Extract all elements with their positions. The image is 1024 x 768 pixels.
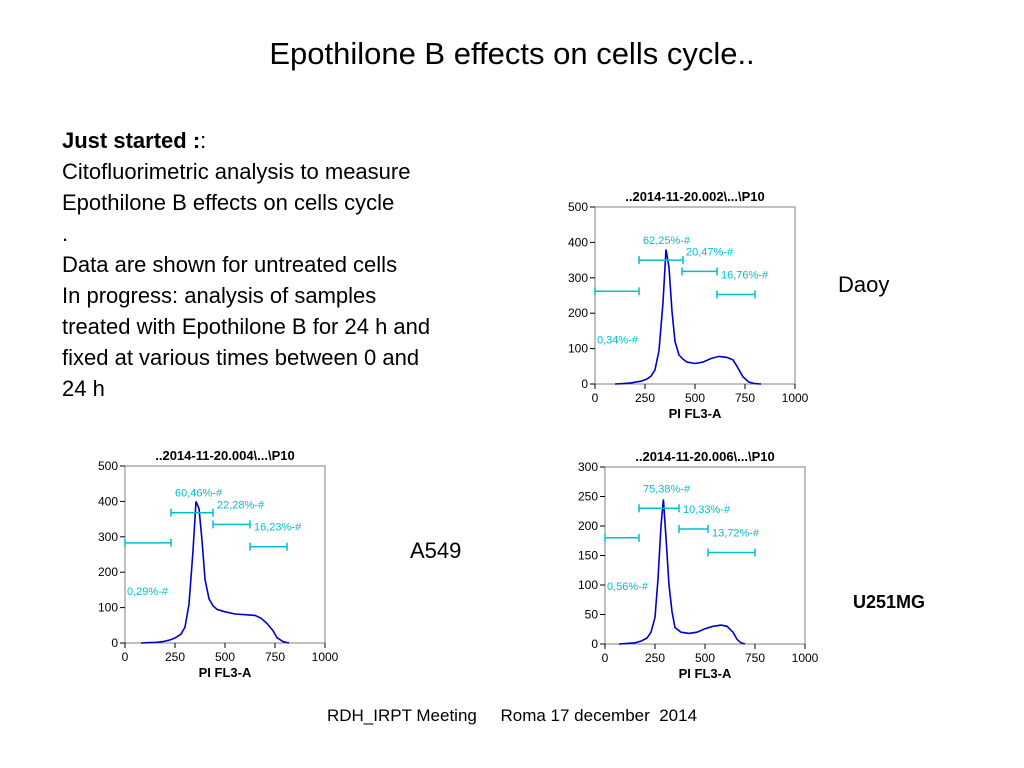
y-tick-label: 300 bbox=[567, 270, 588, 285]
plot-frame bbox=[125, 466, 325, 643]
x-tick-label: 0 bbox=[601, 651, 609, 665]
x-tick-label: 250 bbox=[644, 651, 666, 665]
x-axis-label: PI FL3-A bbox=[668, 406, 722, 421]
heading-text: Just started : bbox=[62, 128, 201, 153]
histogram-a549 bbox=[83, 447, 353, 692]
heading-suffix: : bbox=[200, 128, 207, 153]
y-tick-label: 400 bbox=[97, 494, 118, 509]
plot-frame bbox=[605, 467, 805, 644]
y-tick-label: 300 bbox=[97, 529, 118, 544]
y-tick-label: 200 bbox=[567, 306, 588, 321]
plot-title: ..2014-11-20.006\...\P10 bbox=[635, 449, 775, 464]
body-line: In progress: analysis of samples bbox=[62, 283, 377, 308]
plot-title: ..2014-11-20.004\...\P10 bbox=[155, 448, 295, 463]
slide-title: Epothilone B effects on cells cycle.. bbox=[269, 36, 755, 71]
x-tick-label: 1000 bbox=[311, 650, 339, 664]
gate-label: 62,25%-# bbox=[643, 235, 691, 248]
x-tick-label: 0 bbox=[591, 391, 599, 405]
y-tick-label: 100 bbox=[577, 578, 598, 592]
body-line: . bbox=[62, 221, 69, 246]
gate-label: 20,47%-# bbox=[686, 246, 734, 259]
body-line: 24 h bbox=[62, 376, 105, 401]
histogram-daoy bbox=[553, 188, 823, 433]
y-tick-label: 0 bbox=[581, 377, 588, 391]
histogram-line bbox=[619, 499, 745, 644]
cell-label-u251mg: U251MG bbox=[853, 592, 926, 612]
x-tick-label: 250 bbox=[164, 650, 186, 664]
x-tick-label: 500 bbox=[684, 391, 706, 405]
x-tick-label: 1000 bbox=[791, 651, 819, 665]
y-tick-label: 250 bbox=[577, 489, 598, 504]
x-tick-label: 250 bbox=[634, 391, 656, 405]
cell-label-a549: A549 bbox=[410, 538, 462, 563]
x-tick-label: 500 bbox=[214, 650, 236, 664]
gate-label: 75,38%-# bbox=[643, 483, 691, 496]
y-tick-label: 200 bbox=[97, 565, 118, 580]
body-text bbox=[62, 125, 502, 404]
gate-label: 13,72%-# bbox=[712, 527, 760, 540]
y-tick-label: 200 bbox=[577, 519, 598, 533]
x-tick-label: 750 bbox=[264, 650, 286, 664]
body-line: Epothilone B effects on cells cycle bbox=[62, 190, 395, 215]
y-tick-label: 0 bbox=[111, 636, 118, 650]
x-tick-label: 500 bbox=[694, 651, 716, 665]
cell-label-daoy: Daoy bbox=[838, 272, 890, 297]
x-tick-label: 750 bbox=[734, 391, 756, 405]
y-tick-label: 100 bbox=[97, 600, 118, 615]
gate-label: 0,29%-# bbox=[127, 585, 168, 598]
y-tick-label: 500 bbox=[97, 459, 118, 473]
x-tick-label: 750 bbox=[744, 651, 766, 665]
y-tick-label: 0 bbox=[591, 637, 598, 651]
plot-title: ..2014-11-20.002\...\P10 bbox=[625, 189, 765, 204]
body-line: Data are shown for untreated cells bbox=[62, 252, 398, 277]
body-line: treated with Epothilone B for 24 h and bbox=[62, 314, 431, 339]
x-tick-label: 0 bbox=[121, 650, 129, 664]
x-axis-label: PI FL3-A bbox=[198, 665, 252, 680]
body-line: fixed at various times between 0 and bbox=[62, 345, 420, 370]
y-tick-label: 400 bbox=[567, 235, 588, 250]
y-tick-label: 500 bbox=[567, 200, 588, 214]
gate-label: 10,33%-# bbox=[683, 503, 731, 516]
y-tick-label: 300 bbox=[577, 460, 598, 474]
gate-label: 16,23%-# bbox=[254, 521, 302, 534]
y-tick-label: 150 bbox=[577, 548, 598, 563]
body-line: Citofluorimetric analysis to measure bbox=[62, 159, 411, 184]
gate-label: 16,76%-# bbox=[721, 269, 769, 282]
footer: RDH_IRPT Meeting Roma 17 december 2014 bbox=[326, 706, 698, 725]
gate-label: 22,28%-# bbox=[217, 499, 265, 512]
x-tick-label: 1000 bbox=[781, 391, 809, 405]
y-tick-label: 50 bbox=[584, 607, 598, 622]
gate-label: 0,56%-# bbox=[607, 580, 648, 593]
plot-frame bbox=[595, 207, 795, 384]
heading bbox=[62, 125, 502, 156]
x-axis-label: PI FL3-A bbox=[678, 666, 732, 681]
y-tick-label: 100 bbox=[567, 341, 588, 356]
gate-label: 0,34%-# bbox=[597, 334, 638, 347]
histogram-u251mg bbox=[563, 448, 833, 693]
gate-label: 60,46%-# bbox=[175, 487, 223, 500]
